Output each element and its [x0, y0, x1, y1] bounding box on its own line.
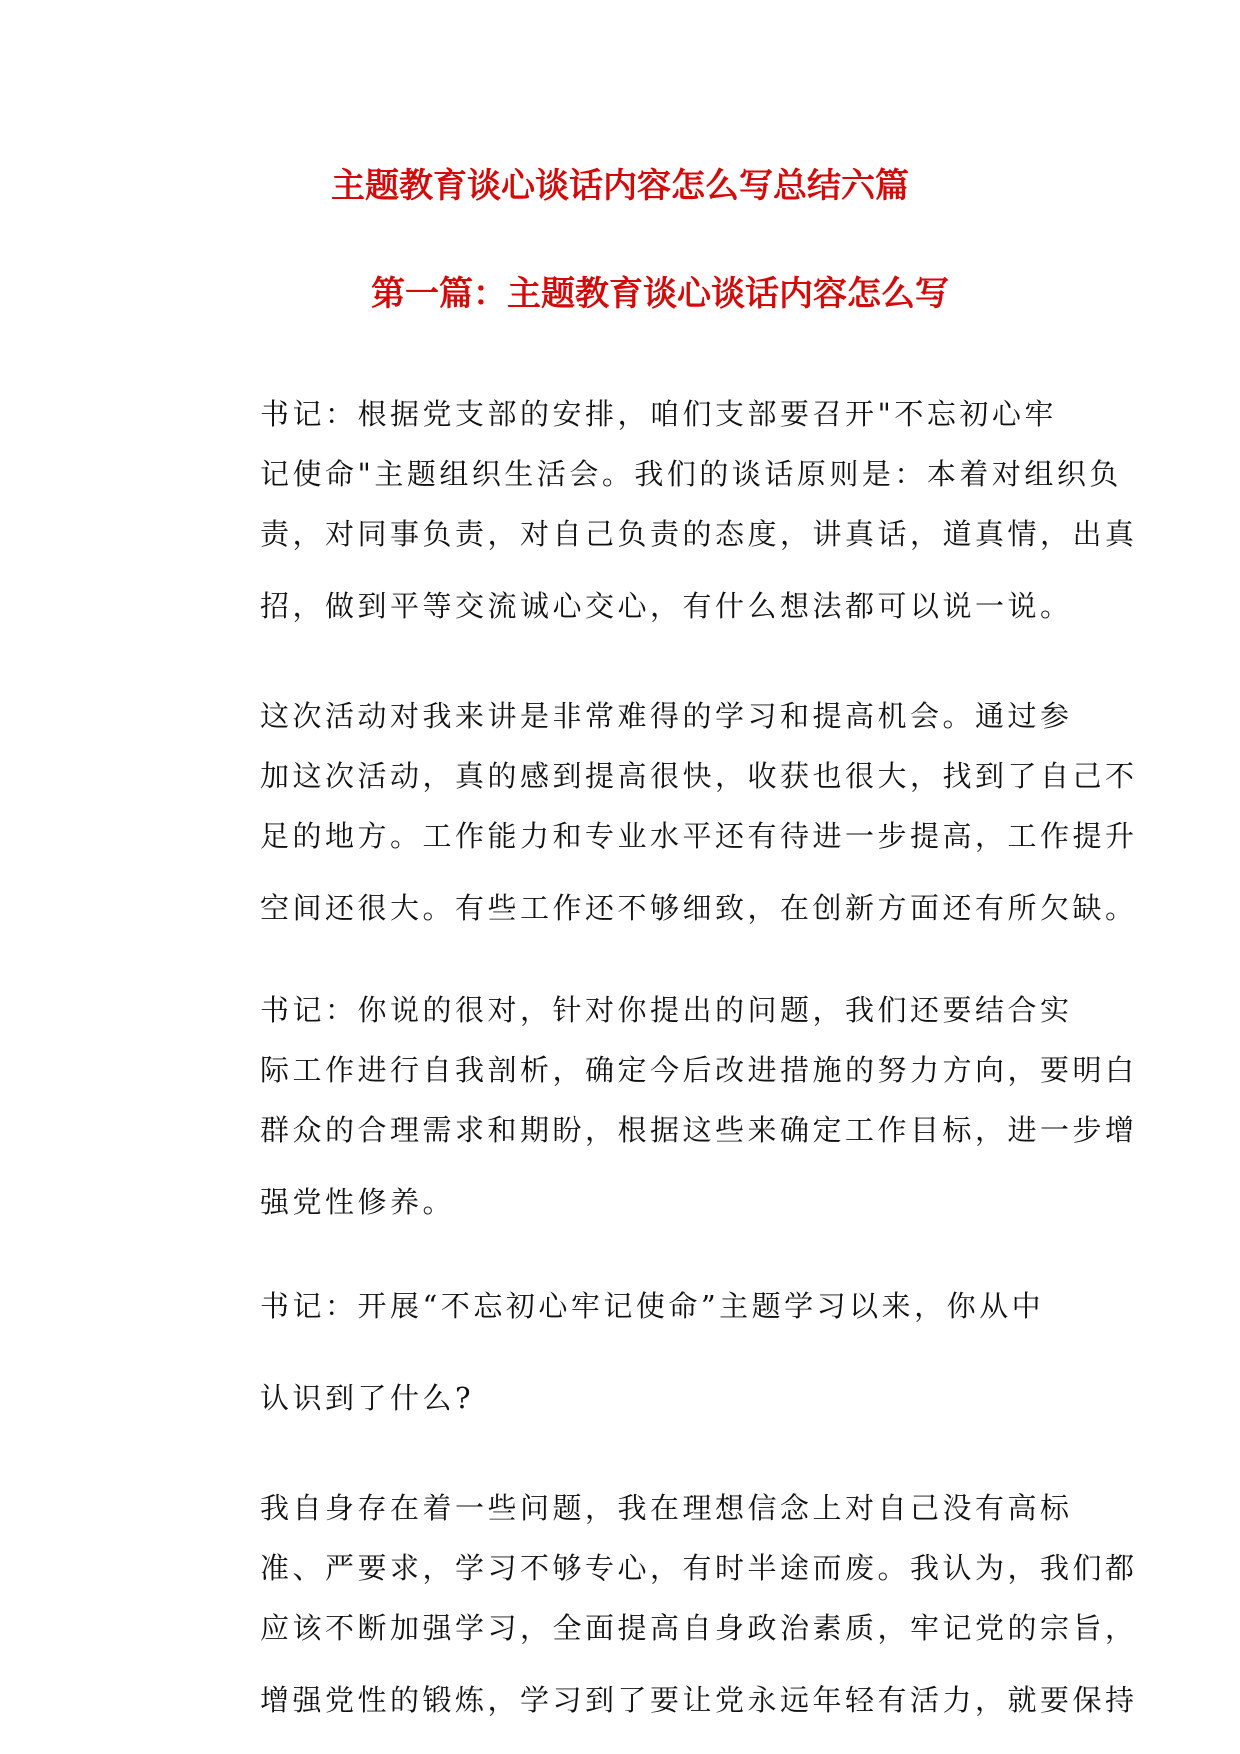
- text-line: 书记：开展“不忘初心牢记使命”主题学习以来，你从中: [260, 1289, 1045, 1323]
- text-line: 增强党性的锻炼，学习到了要让党永远年轻有活力，就要保持: [260, 1683, 1138, 1717]
- text-line: 书记：根据党支部的安排，咱们支部要召开"不忘初心牢: [260, 397, 1057, 431]
- text-line: 这次活动对我来讲是非常难得的学习和提高机会。通过参: [260, 699, 1073, 733]
- paragraph-2: [196, 686, 1138, 938]
- paragraph-1: [196, 384, 1138, 636]
- text-line: 足的地方。工作能力和专业水平还有待进一步提高，工作提升: [260, 819, 1138, 853]
- text-line: 我自身存在着一些问题，我在理想信念上对自己没有高标: [260, 1491, 1073, 1525]
- paragraph-3: [196, 980, 1138, 1232]
- text-line: 招，做到平等交流诚心交心，有什么想法都可以说一说。: [260, 589, 1073, 623]
- text-line: 强党性修养。: [260, 1185, 456, 1219]
- text-line: 空间还很大。有些工作还不够细致，在创新方面还有所欠缺。: [260, 891, 1138, 925]
- section-title: 第一篇：主题教育谈心谈话内容怎么写: [371, 274, 949, 314]
- paragraph-5: [196, 1478, 1138, 1730]
- document-title: 主题教育谈心谈话内容怎么写总结六篇: [331, 166, 909, 206]
- text-line: 准、严要求，学习不够专心，有时半途而废。我认为，我们都: [260, 1551, 1138, 1585]
- text-line: 书记：你说的很对，针对你提出的问题，我们还要结合实: [260, 993, 1073, 1027]
- text-line: 应该不断加强学习，全面提高自身政治素质，牢记党的宗旨，: [260, 1611, 1138, 1645]
- paragraph-4: [196, 1276, 1056, 1428]
- text-line: 责，对同事负责，对自己负责的态度，讲真话，道真情，出真: [260, 517, 1138, 551]
- text-line: 际工作进行自我剖析，确定今后改进措施的努力方向，要明白: [260, 1053, 1138, 1087]
- text-line: 记使命"主题组织生活会。我们的谈话原则是：本着对组织负: [260, 457, 1122, 491]
- text-line: 认识到了什么?: [260, 1381, 475, 1415]
- text-line: 群众的合理需求和期盼，根据这些来确定工作目标，进一步增: [260, 1113, 1138, 1147]
- text-line: 加这次活动，真的感到提高很快，收获也很大，找到了自己不: [260, 759, 1138, 793]
